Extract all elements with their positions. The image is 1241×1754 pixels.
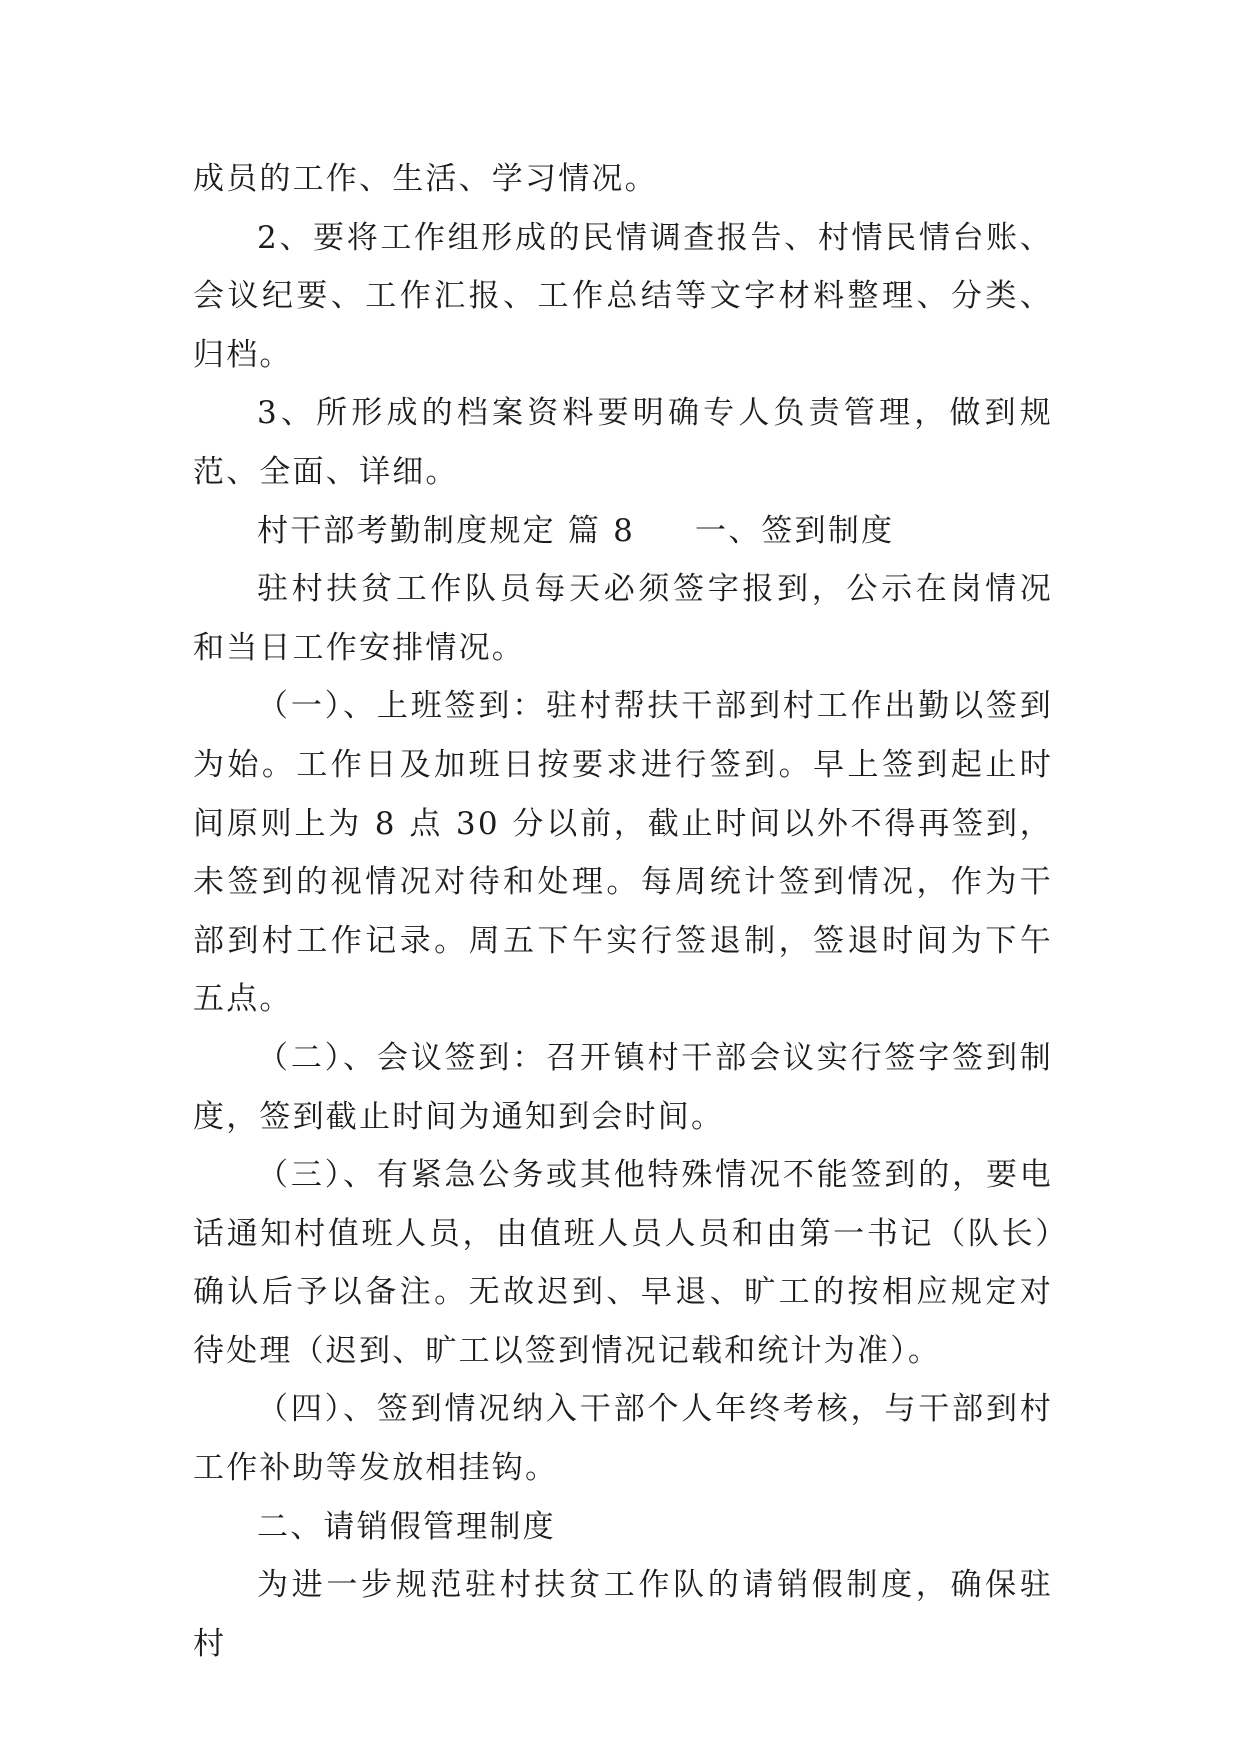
section-heading: 一、签到制度 [695,512,895,549]
paragraph-archive-management: 3、所形成的档案资料要明确专人负责管理，做到规范、全面、详细。 [193,395,1053,490]
paragraph-emergency-exception: （三）、有紧急公务或其他特殊情况不能签到的，要电话通知村值班人员，由值班人员人员和由第一书记（队长）确认后予以备注。无故迟到、早退、旷工的按相应规定对待处理（迟到、旷工以签到情况记载和统计为准）。 [193,1157,1053,1369]
paragraph-daily-signin: 驻村扶贫工作队员每天必须签字报到，公示在岗情况和当日工作安排情况。 [193,571,1053,666]
article-title: 村干部考勤制度规定 篇 8 [257,512,636,549]
section-heading-leave: 二、请销假管理制度 [257,1508,556,1545]
paragraph-archive-materials: 2、要将工作组形成的民情调查报告、村情民情台账、会议纪要、工作汇报、工作总结等文字材料整理、分类、归档。 [193,219,1053,373]
paragraph-leave-intro: 为进一步规范驻村扶贫工作队的请销假制度，确保驻村 [193,1567,1053,1662]
section-heading-line [193,502,1053,561]
paragraph-continuation: 成员的工作、生活、学习情况。 [193,161,658,197]
paragraph-work-signin: （一）、上班签到：驻村帮扶干部到村工作出勤以签到为始。工作日及加班日按要求进行签到。早上签到起止时间原则上为 8 点 30 分以前，截止时间以外不得再签到，未签到的视情况对待和处理。每周统计签到情况，作为干部到村工作记录。周五下午实行签退制，签退时间为下午五点。 [193,688,1053,1018]
document-body [193,150,1053,1673]
paragraph-annual-assessment: （四）、签到情况纳入干部个人年终考核，与干部到村工作补助等发放相挂钩。 [193,1391,1053,1487]
paragraph-meeting-signin: （二）、会议签到：召开镇村干部会议实行签字签到制度，签到截止时间为通知到会时间。 [193,1039,1053,1135]
